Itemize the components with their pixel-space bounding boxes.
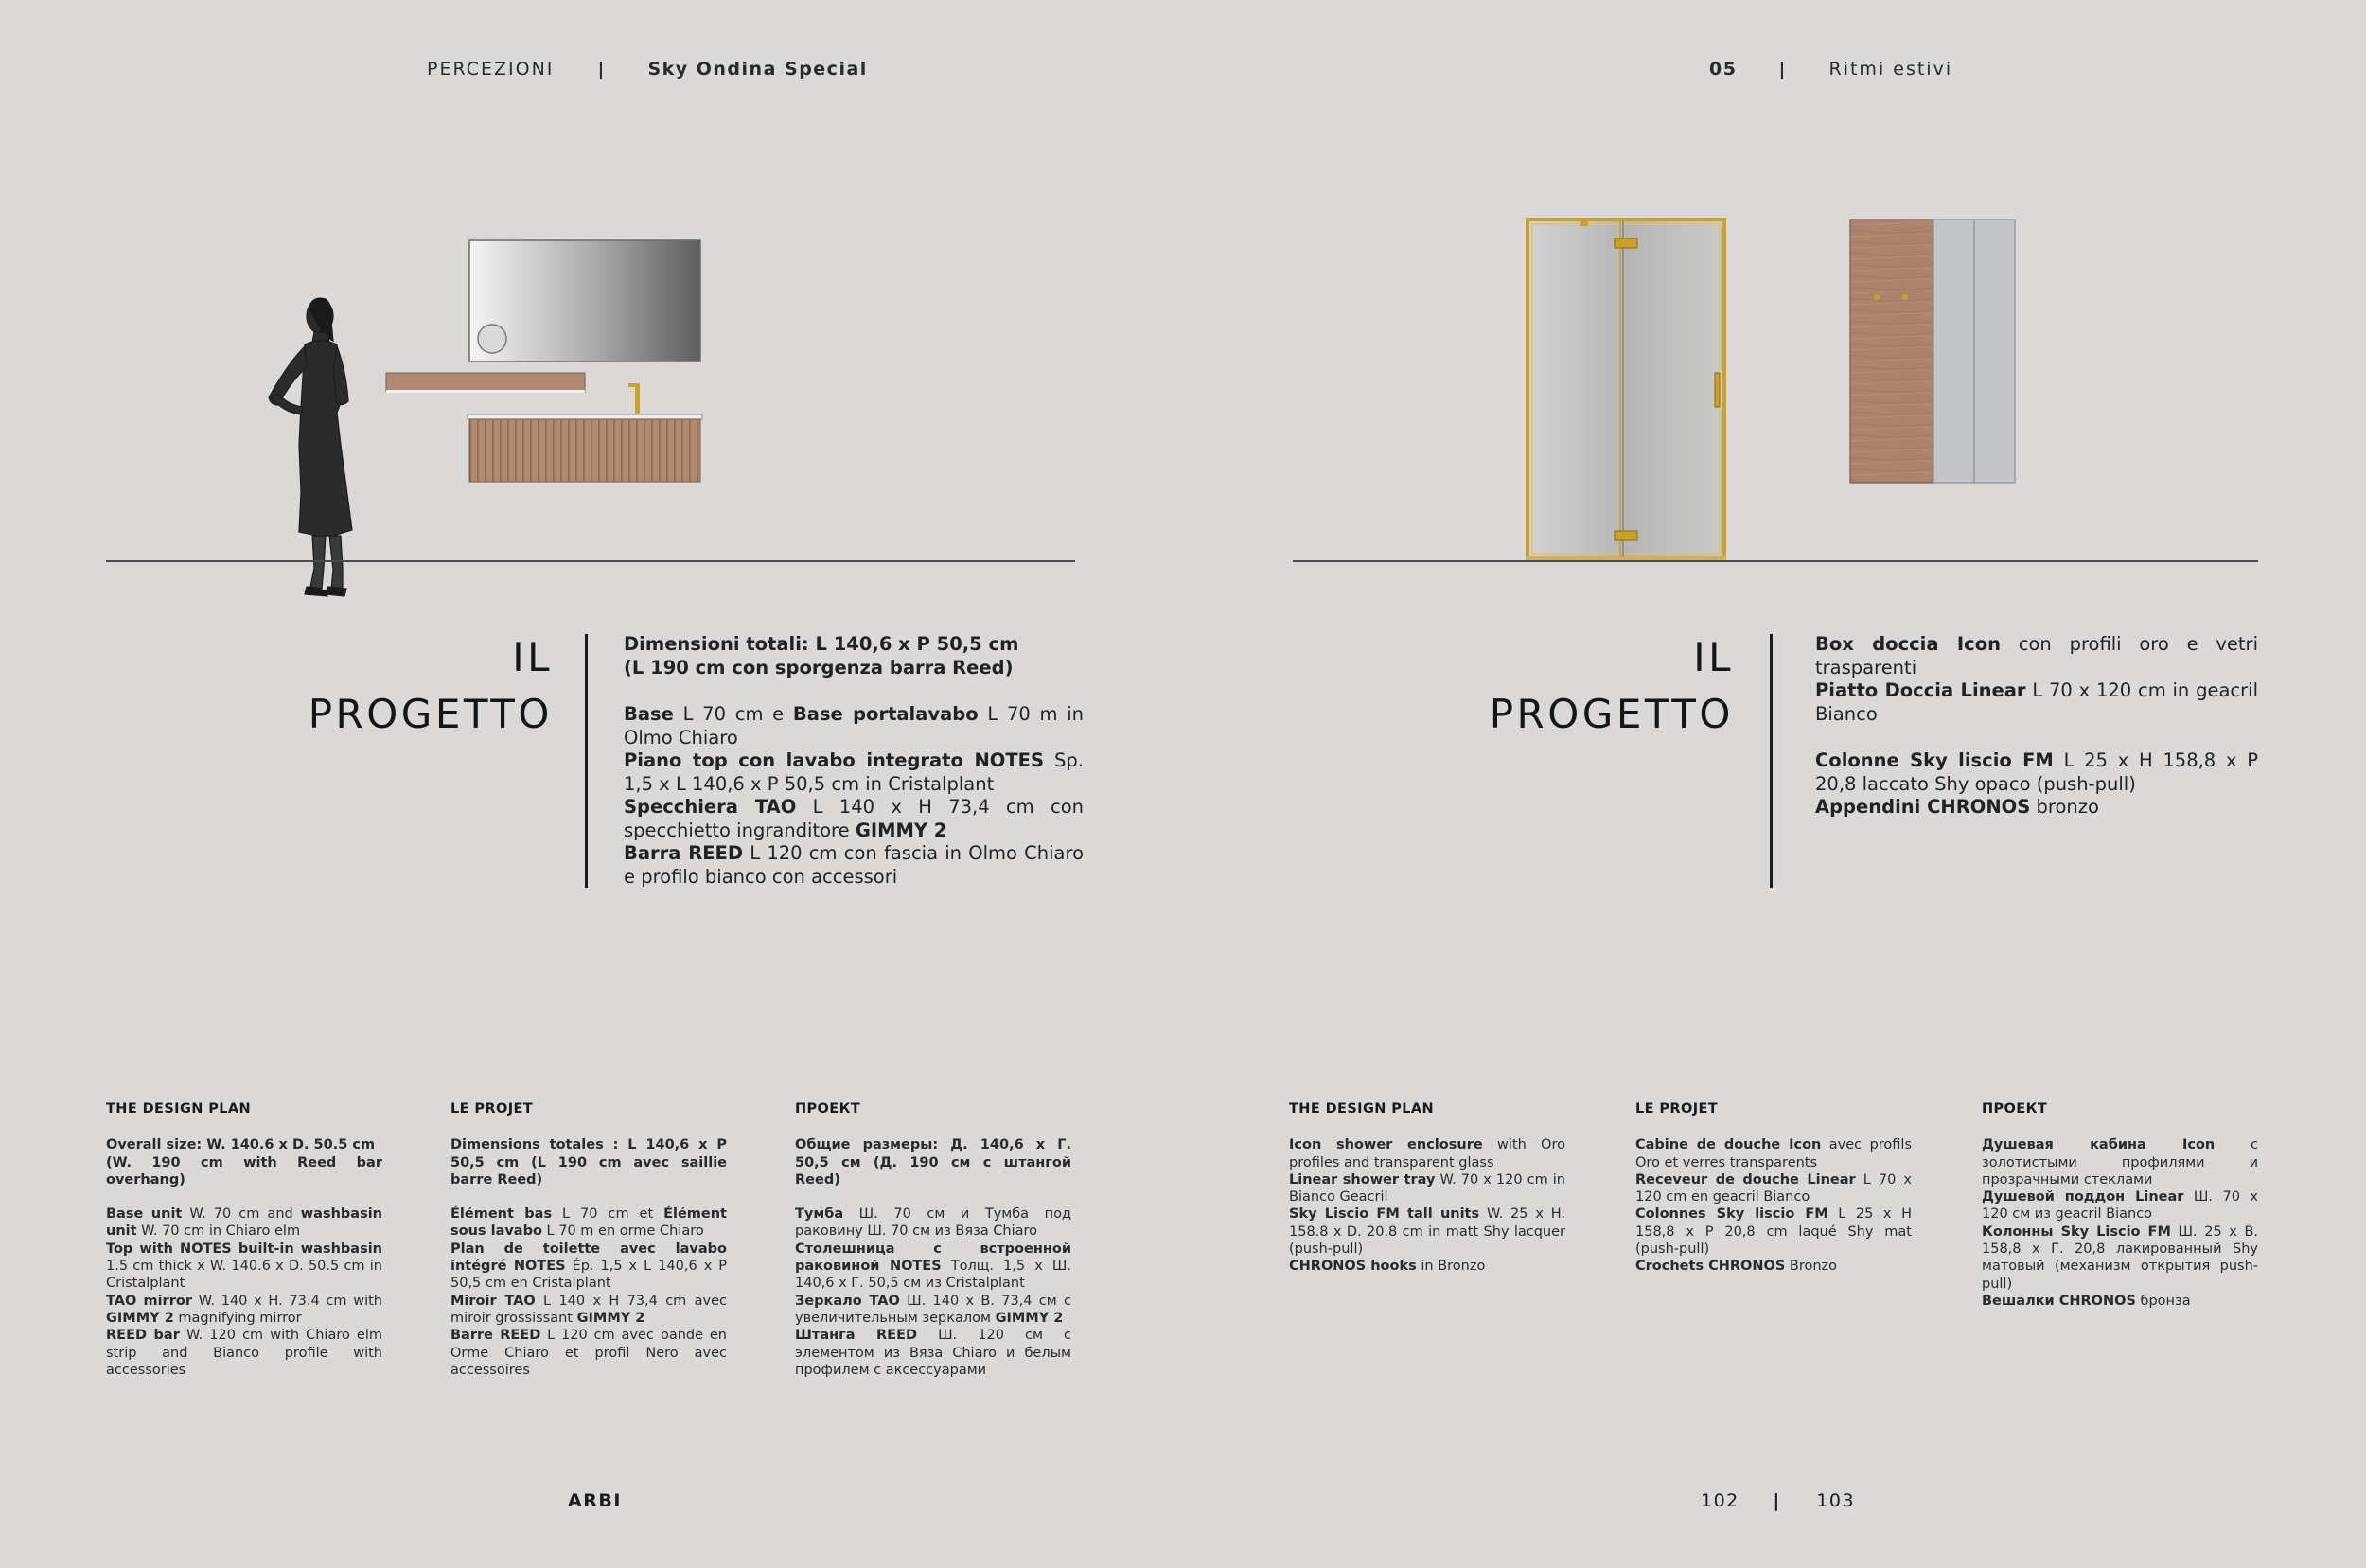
bold-run: Colonnes Sky liscio FM — [1635, 1207, 1828, 1223]
paragraph — [1815, 679, 2258, 726]
bold-run: Miroir TAO — [450, 1293, 536, 1309]
paragraph — [1289, 1136, 1565, 1172]
paragraph — [450, 1327, 727, 1379]
paragraph-gap — [795, 1189, 1071, 1206]
bold-run: Base unit — [106, 1207, 183, 1223]
icon-shower-enclosure — [1526, 219, 1726, 560]
bold-run: Barre REED — [450, 1328, 541, 1344]
paragraph — [106, 1293, 382, 1328]
door-handle — [1715, 373, 1720, 407]
page-number-left: 102 — [1701, 1490, 1739, 1511]
bold-run: GIMMY 2 — [106, 1310, 174, 1326]
floor-line-right — [1293, 560, 2258, 562]
title-line-1: IL — [512, 634, 553, 680]
paragraph — [795, 1327, 1071, 1379]
paragraph — [795, 1293, 1071, 1328]
woman-figure — [269, 298, 352, 596]
header-separator: | — [1778, 59, 1788, 79]
bold-run: Specchiera TAO — [624, 796, 797, 818]
text-run: L 120 cm avec bande en Orme Chiaro et profil Nero avec accessoires — [450, 1328, 727, 1378]
text-run: Ш. 70 см и Тумба под раковину Ш. 70 см из Вяза Chiaro — [795, 1207, 1071, 1240]
bold-run: Plan de toilette avec lavabo intégré NOTES — [450, 1241, 727, 1275]
header-section: PERCEZIONI — [427, 59, 555, 79]
chronos-hook-1 — [1874, 294, 1880, 300]
paragraph — [450, 1136, 727, 1189]
paragraph — [624, 796, 1084, 842]
bold-run: Колонны Sky Liscio FM — [1982, 1224, 2171, 1240]
text-run: L 25 x H 158,8 x P 20,8 laccato Shy opaco (push-pull) — [1815, 749, 2258, 795]
vanity-cabinet — [468, 414, 702, 482]
bold-run: Receveur de douche Linear — [1635, 1172, 1856, 1188]
bold-run: Вешалки CHRONOS — [1982, 1293, 2136, 1309]
left-description — [624, 633, 1084, 889]
bold-run: Barra REED — [624, 842, 744, 864]
footer-brand: ARBI — [568, 1490, 622, 1511]
left-col-french — [450, 1101, 727, 1379]
bold-run: Тумба — [795, 1207, 844, 1223]
text-run: W. 70 cm and — [182, 1207, 301, 1223]
text-run: magnifying mirror — [173, 1310, 302, 1326]
paragraph — [1982, 1136, 2258, 1189]
header-separator: | — [597, 59, 607, 79]
page-separator: | — [1773, 1490, 1781, 1511]
bold-run: Piatto Doccia Linear — [1815, 679, 2026, 701]
title-divider-left — [585, 634, 588, 888]
text-run: W. 140 x H. 73.4 cm with — [191, 1293, 382, 1309]
text-run: bronzo — [2030, 796, 2099, 818]
chronos-hook-2 — [1902, 294, 1908, 300]
bold-run: GIMMY 2 — [576, 1310, 645, 1326]
right-description — [1815, 633, 2258, 819]
text-run: Толщ. 1,5 х Ш. 140,6 х Г. 50,5 см из Cristalplant — [795, 1259, 1071, 1292]
paragraph — [1635, 1258, 1912, 1275]
left-col-russian — [795, 1101, 1071, 1379]
paragraph — [624, 633, 1084, 657]
title-line-2: PROGETTO — [1489, 691, 1734, 737]
paragraph — [624, 703, 1084, 749]
paragraph — [1982, 1189, 2258, 1224]
bold-run: Box doccia Icon — [1815, 633, 2001, 655]
bold-run: Dimensioni totali: L 140,6 x P 50,5 cm — [624, 633, 1019, 655]
title-line-2: PROGETTO — [308, 691, 553, 737]
paragraph — [1635, 1172, 1912, 1207]
column-heading: LE PROJET — [450, 1101, 534, 1117]
column-heading: THE DESIGN PLAN — [1289, 1101, 1435, 1117]
paragraph — [1815, 796, 2258, 819]
text-run: бронза — [2135, 1293, 2191, 1309]
paragraph — [1289, 1258, 1565, 1275]
bold-run: Élément bas — [450, 1207, 553, 1223]
bold-run: (L 190 cm con sporgenza barra Reed) — [624, 656, 1014, 678]
paragraph — [1982, 1224, 2258, 1293]
paragraph — [795, 1136, 1071, 1189]
bold-run: CHRONOS hooks — [1289, 1259, 1417, 1275]
left-header — [427, 59, 868, 79]
paragraph — [1982, 1293, 2258, 1310]
header-subtitle: Sky Ondina Special — [647, 59, 868, 79]
text-run: L 70 x 120 cm en geacril Bianco — [1635, 1172, 1913, 1206]
text-run: L 70 cm e — [673, 703, 793, 725]
paragraph — [450, 1293, 727, 1328]
column-heading: THE DESIGN PLAN — [106, 1101, 252, 1117]
text-run: L 70 m en orme Chiaro — [541, 1224, 704, 1240]
bold-run: washbasin unit — [106, 1207, 383, 1240]
text-run: W. 120 cm with Chiaro elm strip and Bianco profile with accessories — [106, 1328, 383, 1378]
right-title — [1431, 629, 1734, 743]
column-body — [450, 1136, 727, 1379]
bold-run: (W. 190 cm with Reed bar overhang) — [106, 1154, 382, 1188]
paragraph — [450, 1206, 727, 1241]
text-run: in Bronzo — [1416, 1259, 1486, 1275]
text-run: Sp. 1,5 x L 140,6 x P 50,5 cm in Cristalplant — [624, 749, 1084, 795]
bold-run: REED bar — [106, 1328, 180, 1344]
title-line-1: IL — [1693, 634, 1734, 680]
footer-page-numbers — [1701, 1490, 1855, 1511]
text-run: L 140 x H 73,4 cm avec miroir grossissant — [450, 1293, 727, 1326]
paragraph — [624, 657, 1084, 680]
bold-run: Élément sous lavabo — [450, 1207, 727, 1240]
paragraph — [795, 1206, 1071, 1241]
header-number: 05 — [1709, 59, 1738, 79]
bold-run: Crochets CHRONOS — [1635, 1259, 1786, 1275]
page-number-right: 103 — [1816, 1490, 1856, 1511]
right-header — [1709, 59, 1952, 79]
bold-run: Душевой поддон Linear — [1982, 1189, 2184, 1206]
paragraph-gap — [624, 679, 1084, 703]
hinge-top — [1615, 238, 1637, 248]
faucet — [628, 383, 640, 414]
column-body — [106, 1136, 382, 1379]
paragraph — [1815, 633, 2258, 679]
bold-run: Appendini CHRONOS — [1815, 796, 2031, 818]
paragraph — [1289, 1172, 1565, 1207]
text-run: W. 70 x 120 cm in Bianco Geacril — [1289, 1172, 1565, 1206]
text-run: L 140 x H 73,4 cm con specchietto ingranditore — [624, 796, 1084, 841]
text-run: с золотистыми профилями и прозрачными стеклами — [1982, 1137, 2258, 1188]
paragraph — [106, 1327, 382, 1379]
paragraph — [106, 1206, 382, 1241]
paragraph — [106, 1136, 382, 1154]
text-run: L 120 cm con fascia in Olmo Chiaro e profilo bianco con accessori — [624, 842, 1085, 888]
title-divider-right — [1770, 634, 1773, 888]
text-run: Ш. 25 х В. 158,8 х Г. 20,8 лакированный Shy матовый (механизм открытия push-pull) — [1982, 1224, 2259, 1292]
bold-run: Штанга REED — [795, 1328, 918, 1344]
paragraph — [1635, 1136, 1912, 1172]
text-run: avec profils Oro et verres transparents — [1635, 1137, 1913, 1171]
bold-run: Linear shower tray — [1289, 1172, 1436, 1188]
paragraph — [624, 749, 1084, 796]
paragraph-gap — [106, 1189, 382, 1206]
column-body — [1982, 1136, 2258, 1310]
paragraph — [106, 1241, 382, 1293]
bold-run: Base — [624, 703, 674, 725]
grey-column-1 — [1933, 220, 1974, 483]
bold-run: Душевая кабина Icon — [1982, 1137, 2216, 1154]
text-run: con profili oro e vetri trasparenti — [1815, 633, 2258, 678]
bold-run: Cabine de douche Icon — [1635, 1137, 1822, 1154]
text-run: L 25 x H 158,8 x P 20,8 cm laqué Shy mat (push-pull) — [1635, 1207, 1912, 1258]
right-col-russian — [1982, 1101, 2258, 1310]
bold-run: Dimensions totales : L 140,6 x P 50,5 cm (L 190 cm avec saillie barre Reed) — [450, 1137, 727, 1188]
bold-run: Top with NOTES built-in washbasin — [106, 1241, 382, 1257]
left-col-english — [106, 1101, 382, 1379]
text-run: W. 70 cm in Chiaro elm — [136, 1224, 301, 1240]
text-run: L 70 m in Olmo Chiaro — [624, 703, 1084, 749]
bold-run: Piano top con lavabo integrato NOTES — [624, 749, 1045, 771]
text-run: Bronzo — [1785, 1259, 1838, 1275]
bold-run: Зеркало TAO — [795, 1293, 900, 1309]
column-heading: ПРОЕКТ — [795, 1101, 861, 1117]
paragraph — [1289, 1206, 1565, 1258]
bold-run: Colonne Sky liscio FM — [1815, 749, 2054, 771]
sky-liscio-tall-units — [1850, 220, 2015, 483]
column-heading: ПРОЕКТ — [1982, 1101, 2048, 1117]
wood-column — [1850, 220, 1933, 483]
right-col-french — [1635, 1101, 1912, 1276]
paragraph — [1815, 749, 2258, 796]
text-run: 1.5 cm thick x W. 140.6 x D. 50.5 cm in Cristalplant — [106, 1259, 382, 1292]
bold-run: Столешница с встроенной раковиной NOTES — [795, 1241, 1071, 1275]
bold-run: GIMMY 2 — [995, 1310, 1064, 1326]
paragraph-gap — [1815, 726, 2258, 749]
text-run: W. 25 x H. 158.8 x D. 20.8 cm in matt Shy lacquer (push-pull) — [1289, 1207, 1565, 1258]
bold-run: Overall size: W. 140.6 x D. 50.5 cm — [106, 1137, 376, 1154]
column-body — [1289, 1136, 1565, 1275]
paragraph — [624, 842, 1084, 889]
tao-mirror — [469, 240, 700, 361]
paragraph — [1635, 1206, 1912, 1258]
bold-run: Icon shower enclosure — [1289, 1137, 1483, 1154]
column-heading: LE PROJET — [1635, 1101, 1719, 1117]
bold-run: Base portalavabo — [792, 703, 979, 725]
bold-run: Общие размеры: Д. 140,6 х Г. 50,5 см (Д. 190 см с штангой Reed) — [795, 1137, 1071, 1188]
bold-run: TAO mirror — [106, 1293, 192, 1309]
text-run: with Oro profiles and transparent glass — [1289, 1137, 1565, 1171]
grey-column-2 — [1974, 220, 2015, 483]
text-run: L 70 cm et — [552, 1207, 664, 1223]
bold-run: Sky Liscio FM tall units — [1289, 1207, 1480, 1223]
paragraph — [450, 1241, 727, 1293]
text-run: Ш. 70 х 120 см из geacril Bianco — [1982, 1189, 2258, 1223]
text-run: L 70 x 120 cm in geacril Bianco — [1815, 679, 2258, 725]
hinge-bottom — [1615, 531, 1637, 540]
text-run: Ш. 140 х В. 73,4 см с увеличительным зеркалом — [795, 1293, 1071, 1326]
text-run: Ш. 120 см с элементом из Вяза Chiaro и белым профилем с аксессуарами — [795, 1328, 1071, 1378]
text-run: Ép. 1,5 x L 140,6 x P 50,5 cm en Cristalplant — [450, 1259, 728, 1292]
reed-bar — [386, 373, 585, 393]
header-subtitle: Ritmi estivi — [1828, 59, 1953, 79]
right-col-english — [1289, 1101, 1565, 1276]
bold-run: GIMMY 2 — [855, 819, 947, 841]
paragraph — [795, 1241, 1071, 1293]
column-body — [1635, 1136, 1912, 1275]
column-body — [795, 1136, 1071, 1379]
paragraph-gap — [450, 1189, 727, 1206]
left-title — [250, 629, 553, 743]
floor-line-left — [106, 560, 1075, 562]
gimmy-magnifying-mirror — [478, 325, 506, 353]
paragraph — [106, 1154, 382, 1189]
